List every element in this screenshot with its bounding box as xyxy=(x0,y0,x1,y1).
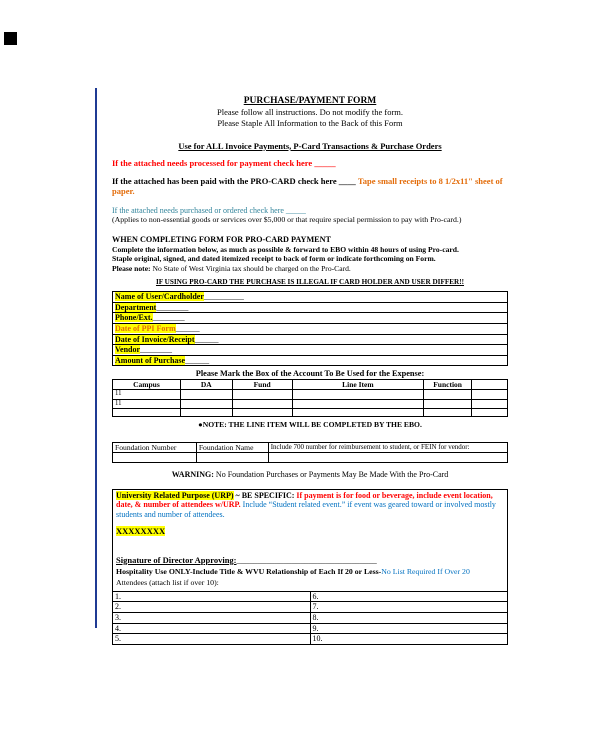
check-purchase-line xyxy=(112,206,508,216)
info-cell-ppi-date[interactable] xyxy=(113,324,508,335)
account-cell[interactable] xyxy=(292,390,424,399)
column-header-campus: Campus xyxy=(113,380,181,390)
table-row xyxy=(113,313,508,324)
column-header-function: Function xyxy=(424,380,472,390)
column-header-foundation-number: Foundation Number xyxy=(113,442,197,452)
urp-be-specific: ~ BE SPECIFIC: xyxy=(233,490,297,500)
attendees-line: Attendees (attach list if over 10): xyxy=(116,578,219,588)
info-label-invoice-date: Date of Invoice/Receipt xyxy=(115,334,195,344)
applies-note: (Applies to non-essential goods or services over $5,000 or that require special permission to pay with Pro-card.) xyxy=(112,215,462,225)
column-header-foundation-name: Foundation Name xyxy=(196,442,268,452)
info-blank[interactable]: ________ xyxy=(152,313,185,323)
attendee-cell[interactable]: 5. xyxy=(113,634,310,644)
foundation-warning-label: WARNING: xyxy=(171,469,214,479)
attendees-table xyxy=(113,591,507,644)
info-blank[interactable]: ______ xyxy=(175,324,200,334)
account-cell[interactable]: 11 xyxy=(113,390,181,399)
use-for-line: Use for ALL Invoice Payments, P-Card Transactions & Purchase Orders xyxy=(178,140,442,151)
hospitality-text: Hospitality Use ONLY-Include Title & WVU Relationship of Each If 20 or Less- xyxy=(116,567,382,577)
foundation-table xyxy=(112,442,508,463)
check-paid-blank[interactable]: ____ xyxy=(338,176,356,187)
info-blank[interactable]: ______ xyxy=(194,334,219,344)
procard-line-1: Complete the information below, as much as possible & forward to EBO within 48 hours of using Pro-card. xyxy=(112,245,459,255)
info-cell-name[interactable] xyxy=(113,292,508,303)
table-row xyxy=(113,355,508,366)
info-cell-phone[interactable] xyxy=(113,313,508,324)
attendee-cell[interactable]: 7. xyxy=(310,602,507,613)
table-row xyxy=(113,390,508,399)
info-cell-department[interactable] xyxy=(113,302,508,313)
foundation-include-note: Include 700 number for reimbursement to student, or FEIN for vendor: xyxy=(268,442,507,452)
info-label-ppi-date: Date of PPI Form xyxy=(115,324,176,334)
table-row xyxy=(113,334,508,345)
urp-placeholder-line xyxy=(113,525,507,538)
info-label-name: Name of User/Cardholder xyxy=(115,292,204,302)
attendee-cell[interactable]: 9. xyxy=(310,623,507,634)
account-cell[interactable] xyxy=(113,408,181,416)
attendee-cell[interactable]: 8. xyxy=(310,612,507,623)
page-title: PURCHASE/PAYMENT FORM xyxy=(243,96,377,106)
info-cell-amount[interactable] xyxy=(113,355,508,366)
hospitality-no-list-note: No List Required If Over 20 xyxy=(381,567,470,577)
account-cell[interactable] xyxy=(424,390,472,399)
urp-purpose-label: University Related Purpose (URP) xyxy=(116,490,234,500)
account-cell[interactable] xyxy=(180,390,232,399)
attendee-cell[interactable]: 6. xyxy=(310,591,507,602)
foundation-warning-text: No Foundation Purchases or Payments May Be Made With the Pro-Card xyxy=(213,469,449,479)
table-row xyxy=(113,345,508,356)
instructions-line: Please follow all instructions. Do not modify the form. xyxy=(216,107,404,118)
table-row xyxy=(113,634,507,644)
column-header-fund: Fund xyxy=(232,380,292,390)
column-header-da: DA xyxy=(180,380,232,390)
foundation-cell[interactable] xyxy=(196,452,268,462)
illegal-warning: IF USING PRO-CARD THE PURCHASE IS ILLEGAL IF CARD HOLDER AND USER DIFFER!! xyxy=(155,277,465,286)
procard-note-label: Please note: xyxy=(112,263,151,273)
column-header-line-item: Line Item xyxy=(292,380,424,390)
account-cell[interactable]: 11 xyxy=(113,399,181,408)
signature-line xyxy=(113,554,507,566)
form-content xyxy=(112,96,508,645)
corner-mark xyxy=(4,32,17,45)
column-header-blank xyxy=(472,380,508,390)
check-paid-line xyxy=(112,176,508,196)
staple-line: Please Staple All Information to the Back of this Form xyxy=(217,117,403,128)
check-payment-label: If the attached needs processed for payment check here xyxy=(112,157,313,168)
table-row xyxy=(113,408,508,416)
table-row xyxy=(113,623,507,634)
account-table xyxy=(112,379,508,416)
info-label-department: Department xyxy=(115,302,157,312)
check-payment-blank[interactable]: _____ xyxy=(314,157,336,168)
form-header xyxy=(112,96,508,128)
table-row xyxy=(113,591,507,602)
check-purchase-blank[interactable]: _____ xyxy=(285,205,306,215)
table-row xyxy=(113,602,507,613)
procard-line-2: Staple original, signed, and dated itemized receipt to back of form or indicate forthcoming on Form. xyxy=(112,254,436,264)
account-cell[interactable] xyxy=(232,390,292,399)
account-cell[interactable] xyxy=(180,408,232,416)
hospitality-line xyxy=(113,566,507,577)
account-cell[interactable] xyxy=(232,408,292,416)
attendee-cell[interactable]: 3. xyxy=(113,612,310,623)
cardholder-info-table xyxy=(112,291,508,366)
account-cell[interactable] xyxy=(424,408,472,416)
attendee-cell[interactable]: 1. xyxy=(113,591,310,602)
procard-note-text: No State of West Virginia tax should be charged on the Pro-Card. xyxy=(152,263,351,273)
urp-box xyxy=(112,489,508,645)
table-row xyxy=(113,292,508,303)
account-cell[interactable] xyxy=(472,399,508,408)
urp-blank-space[interactable] xyxy=(113,538,507,554)
table-row xyxy=(113,302,508,313)
check-payment-line xyxy=(112,158,508,168)
foundation-header-row xyxy=(113,442,508,452)
info-cell-invoice-date[interactable] xyxy=(113,334,508,345)
urp-placeholder: XXXXXXXX xyxy=(116,526,166,537)
procard-note-line xyxy=(112,264,508,273)
info-label-amount: Amount of Purchase xyxy=(115,355,186,365)
left-margin-bar xyxy=(95,88,97,628)
account-cell[interactable] xyxy=(424,399,472,408)
info-blank[interactable]: ________ xyxy=(140,345,173,355)
check-paid-label: If the attached has been paid with the PRO-CARD check here xyxy=(112,176,337,187)
attendee-cell[interactable]: 4. xyxy=(113,623,310,634)
account-table-caption: Please Mark the Box of the Account To Be Used for the Expense: xyxy=(195,369,425,379)
account-cell[interactable] xyxy=(292,408,424,416)
ebo-note: ●NOTE: THE LINE ITEM WILL BE COMPLETED BY THE EBO. xyxy=(198,419,422,429)
foundation-cell[interactable] xyxy=(113,452,197,462)
info-label-vendor: Vendor xyxy=(115,345,141,355)
tape-receipts-note: Tape small receipts to 8 1/2x11" sheet of paper. xyxy=(112,176,503,197)
urp-food-note: If payment is for food or beverage, include event location, date, & number of attendees w/URP. xyxy=(116,490,493,510)
account-cell[interactable] xyxy=(472,408,508,416)
info-blank[interactable]: __________ xyxy=(203,292,244,302)
urp-student-note: Include “Student related event.” if event was geared toward or involved mostly students and number of attendees. xyxy=(116,500,496,519)
urp-paragraph xyxy=(113,490,507,521)
table-row xyxy=(113,612,507,623)
account-cell[interactable] xyxy=(180,399,232,408)
attendee-cell[interactable]: 10. xyxy=(310,634,507,644)
table-row xyxy=(113,324,508,335)
info-cell-vendor[interactable] xyxy=(113,345,508,356)
account-cell[interactable] xyxy=(472,390,508,399)
signature-blank[interactable]: _________________________________ xyxy=(236,554,377,565)
info-label-phone: Phone/Ext. xyxy=(115,313,153,323)
account-cell[interactable] xyxy=(292,399,424,408)
procard-heading: WHEN COMPLETING FORM FOR PRO-CARD PAYMENT xyxy=(112,235,332,245)
info-blank[interactable]: ________ xyxy=(156,302,189,312)
foundation-cell[interactable] xyxy=(268,452,507,462)
account-header-row xyxy=(113,380,508,390)
attendee-cell[interactable]: 2. xyxy=(113,602,310,613)
info-blank[interactable]: ______ xyxy=(185,355,210,365)
account-cell[interactable] xyxy=(232,399,292,408)
table-row xyxy=(113,452,508,462)
signature-label: Signature of Director Approving: xyxy=(116,554,237,565)
table-row xyxy=(113,399,508,408)
check-purchase-label: If the attached needs purchased or ordered check here xyxy=(112,205,284,215)
foundation-warning xyxy=(112,470,508,480)
